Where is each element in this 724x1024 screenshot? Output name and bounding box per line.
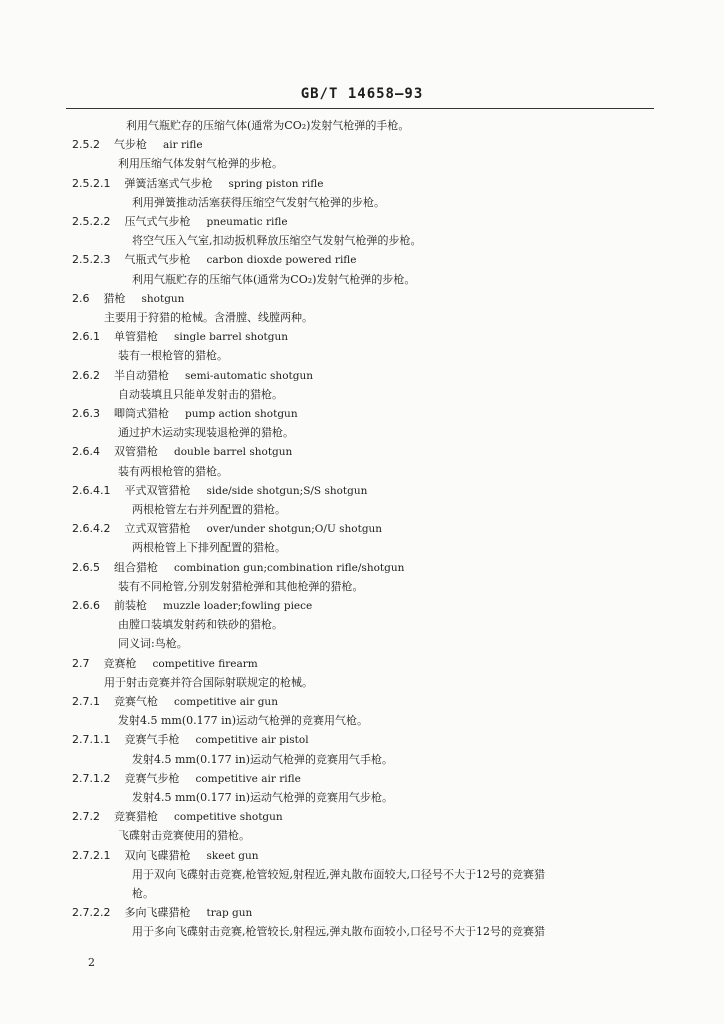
definition-text: 通过护木运动实现装退枪弹的猎枪。 [118, 426, 294, 440]
definition-text: 利用气瓶贮存的压缩气体(通常为CO₂)发射气枪弹的手枪。 [126, 119, 410, 132]
definition-text: 发射4.5 mm(0.177 in)运动气枪弹的竞赛用气枪。 [118, 714, 369, 728]
term-english: competitive firearm [152, 657, 258, 670]
term-chinese: 多向飞碟猎枪 [124, 906, 191, 920]
term-english: side/side shotgun;S/S shotgun [206, 484, 368, 497]
definition-text: 自动装填且只能单发射击的猎枪。 [118, 387, 283, 401]
term-chinese: 弹簧活塞式气步枪 [124, 176, 213, 190]
definition-text: 主要用于狩猎的枪械。含滑膛、线膛两种。 [104, 311, 313, 324]
term-chinese: 竞赛气手枪 [124, 733, 180, 747]
definition-text: 利用弹簧推动活塞获得压缩空气发射气枪弹的步枪。 [132, 195, 385, 209]
definition-text: 装有一根枪管的猎枪。 [118, 349, 228, 363]
term-number: 2.7.1 [72, 695, 100, 708]
definition-text: 由膛口装填发射药和铁砂的猎枪。 [118, 618, 283, 632]
definition-text: 同义词:鸟枪。 [118, 637, 188, 651]
term-chinese: 气步枪 [114, 138, 147, 152]
term-chinese: 压气式气步枪 [124, 215, 191, 228]
term-english: carbon dioxde powered rifle [206, 254, 357, 267]
term-english: semi-automatic shotgun [185, 369, 313, 382]
definition-text: 用于射击竞赛并符合国际射联规定的枪械。 [104, 675, 313, 689]
term-english: combination gun;combination rifle/shotgun [174, 561, 405, 574]
definition-text: 利用压缩气体发射气枪弹的步枪。 [118, 157, 283, 171]
term-number: 2.7.2.1 [72, 848, 111, 862]
term-entry [72, 444, 292, 460]
term-chinese: 竞赛气枪 [114, 695, 158, 708]
term-number: 2.5.2.3 [72, 253, 111, 267]
definition-text: 用于多向飞碟射击竞赛,枪管较长,射程远,弹丸散布面较小,口径号不大于12号的竞赛猎 [132, 925, 545, 939]
term-chinese: 竞赛气步枪 [124, 771, 180, 785]
term-english: competitive air rifle [195, 772, 301, 785]
term-english: competitive air pistol [195, 734, 309, 747]
term-entry [72, 406, 298, 422]
term-number: 2.7.2.2 [72, 906, 111, 920]
definition-text: 用于双向飞碟射击竞赛,枪管较短,射程近,弹丸散布面较大,口径号不大于12号的竞赛猎 [132, 867, 545, 881]
term-english: single barrel shotgun [174, 331, 289, 344]
term-chinese: 唧筒式猎枪 [114, 407, 169, 420]
definition-text: 将空气压入气室,扣动扳机释放压缩空气发射气枪弹的步枪。 [132, 234, 422, 248]
term-number: 2.6 [72, 291, 90, 305]
term-entry [72, 214, 288, 230]
definition-text: 发射4.5 mm(0.177 in)运动气枪弹的竞赛用气手枪。 [132, 752, 394, 766]
definition-text: 利用气瓶贮存的压缩气体(通常为CO₂)发射气枪弹的步枪。 [132, 272, 416, 286]
term-entry [72, 483, 367, 499]
term-number: 2.6.5 [72, 560, 100, 574]
term-number: 2.6.4.1 [72, 483, 111, 497]
term-entry [72, 137, 203, 153]
term-chinese: 双管猎枪 [114, 445, 158, 459]
term-english: competitive air gun [174, 696, 278, 708]
term-number: 2.7.1.2 [72, 771, 111, 785]
definition-text: 两根枪管上下排列配置的猎枪。 [132, 541, 286, 555]
term-english: spring piston rifle [228, 177, 324, 190]
standard-code-header: GB/T 14658—93 [300, 86, 424, 102]
header-rule [66, 108, 654, 109]
term-english: air rifle [163, 139, 203, 152]
term-chinese: 半自动猎枪 [114, 368, 169, 382]
term-number: 2.7.2 [72, 810, 100, 824]
term-chinese: 气瓶式气步枪 [124, 253, 191, 267]
term-number: 2.5.2.1 [72, 176, 111, 190]
term-number: 2.6.6 [72, 599, 100, 612]
term-entry [72, 368, 313, 384]
term-entry [72, 598, 312, 614]
term-chinese: 单管猎枪 [114, 330, 158, 344]
term-english: muzzle loader;fowling piece [163, 600, 313, 612]
term-english: competitive shotgun [174, 811, 283, 824]
term-number: 2.6.4.2 [72, 522, 111, 536]
term-number: 2.5.2 [72, 138, 100, 152]
term-number: 2.6.3 [72, 407, 100, 420]
term-chinese: 平式双管猎枪 [124, 483, 191, 497]
term-number: 2.6.2 [72, 368, 100, 382]
definition-text: 枪。 [132, 887, 154, 900]
term-entry [72, 809, 283, 825]
term-chinese: 猎枪 [103, 291, 126, 305]
term-english: over/under shotgun;O/U shotgun [206, 523, 383, 536]
term-entry [72, 771, 301, 787]
term-english: trap gun [206, 907, 253, 920]
term-entry [72, 521, 382, 537]
definition-text: 两根枪管左右并列配置的猎枪。 [132, 503, 286, 516]
definition-text: 装有两根枪管的猎枪。 [118, 464, 228, 478]
term-english: double barrel shotgun [174, 446, 293, 459]
term-chinese: 竞赛猎枪 [114, 810, 158, 824]
term-number: 2.6.4 [72, 445, 100, 459]
term-number: 2.5.2.2 [72, 215, 111, 228]
term-number: 2.7 [72, 656, 90, 670]
page-number: 2 [88, 956, 95, 969]
term-chinese: 双向飞碟猎枪 [124, 848, 191, 862]
term-english: pump action shotgun [185, 408, 298, 420]
term-chinese: 组合猎枪 [114, 560, 158, 574]
term-number: 2.7.1.1 [72, 733, 111, 747]
term-english: skeet gun [206, 849, 259, 862]
definition-text: 飞碟射击竞赛使用的猎枪。 [118, 829, 250, 843]
term-english: shotgun [141, 292, 185, 305]
term-chinese: 前装枪 [114, 599, 147, 612]
term-entry [72, 329, 288, 345]
term-entry [72, 656, 258, 672]
term-entry [72, 291, 184, 307]
term-number: 2.6.1 [72, 330, 100, 344]
term-entry [72, 694, 278, 710]
term-entry [72, 252, 357, 268]
term-chinese: 竞赛枪 [103, 656, 137, 670]
definition-text: 装有不同枪管,分别发射猎枪弹和其他枪弹的猎枪。 [118, 579, 364, 593]
term-entry [72, 905, 252, 921]
term-entry [72, 732, 309, 748]
term-chinese: 立式双管猎枪 [124, 522, 191, 536]
definition-text: 发射4.5 mm(0.177 in)运动气枪弹的竞赛用气步枪。 [132, 791, 394, 804]
term-entry [72, 560, 404, 576]
term-english: pneumatic rifle [206, 216, 288, 228]
term-entry [72, 176, 324, 192]
term-entry [72, 848, 258, 864]
